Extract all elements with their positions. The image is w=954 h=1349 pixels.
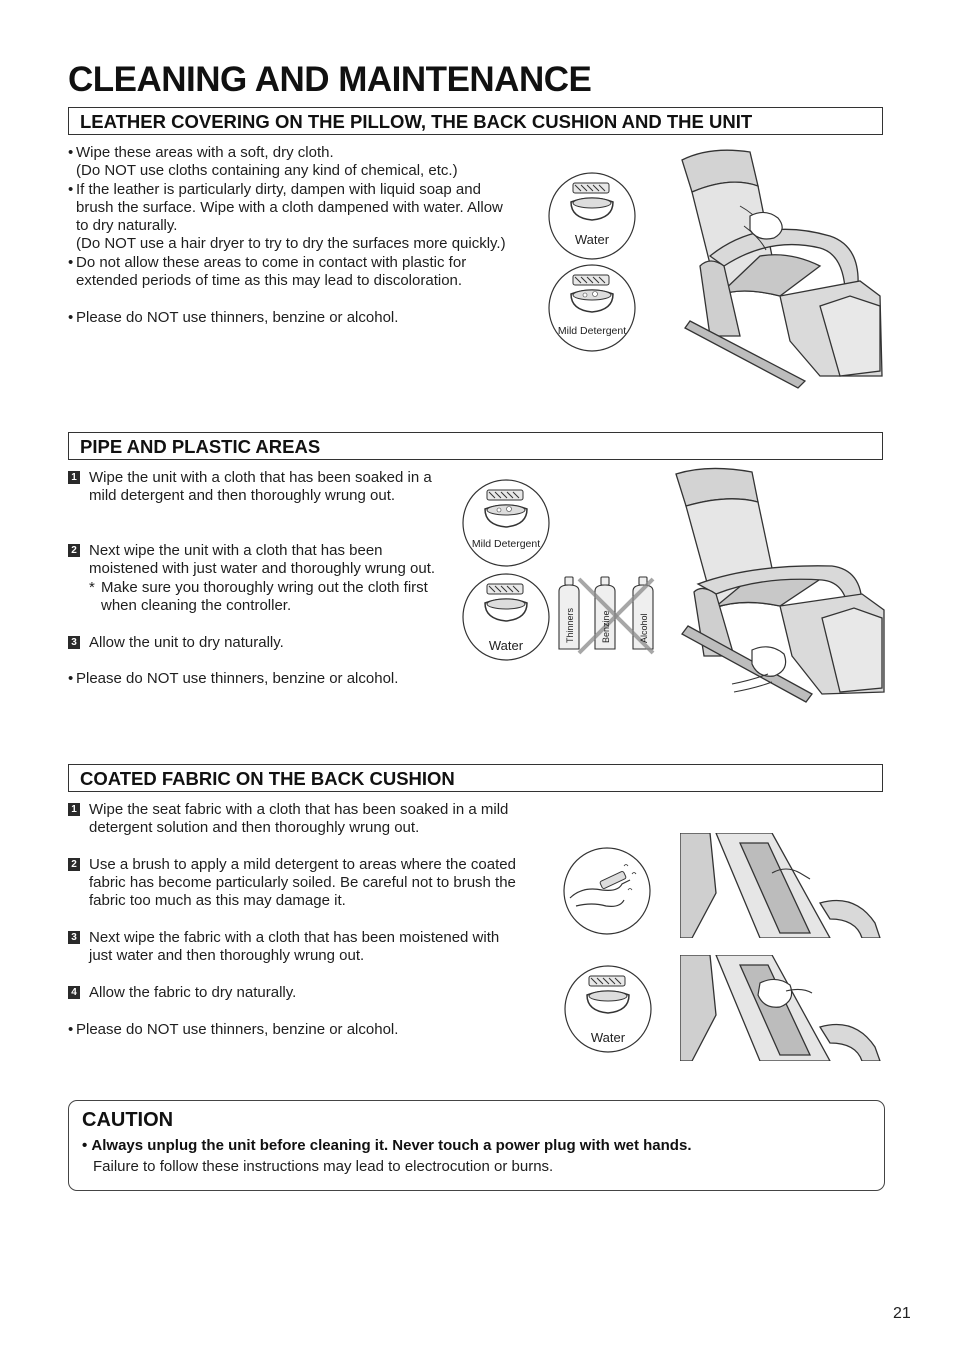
pipe-step-3-text: Allow the unit to dry naturally. bbox=[89, 633, 284, 651]
detergent-icon-label: Mild Detergent bbox=[557, 325, 627, 337]
leather-bullet-3: • Do not allow these areas to come in contact with plastic for extended periods of time as this may lead to discoloration. bbox=[68, 254, 508, 291]
caution-bullet bbox=[82, 1137, 691, 1154]
step-number: 1 bbox=[68, 803, 80, 816]
pipe-step-list bbox=[68, 469, 438, 652]
fabric-warning: • Please do NOT use thinners, benzine or alcohol. bbox=[68, 1021, 516, 1039]
back-cushion-wipe-illustration bbox=[680, 955, 882, 1061]
step-number: 4 bbox=[68, 986, 80, 999]
pipe-step-2-text: Next wipe the unit with a cloth that has been moistened with just water and thoroughly wrung out. bbox=[89, 542, 436, 578]
step-number: 3 bbox=[68, 931, 80, 944]
pipe-step-2 bbox=[68, 542, 438, 615]
section-heading-pipe: PIPE AND PLASTIC AREAS bbox=[68, 432, 883, 460]
fabric-step-2 bbox=[68, 856, 516, 911]
pipe-instructions bbox=[68, 469, 438, 689]
bottle-label-thinners: Thinners bbox=[565, 607, 575, 643]
water-basin-icon bbox=[563, 965, 653, 1055]
pipe-step-3 bbox=[68, 634, 438, 652]
step-number: 2 bbox=[68, 544, 80, 557]
leather-bullet-list bbox=[68, 144, 508, 290]
fabric-step-list bbox=[68, 801, 516, 1002]
fabric-step-3-text: Next wipe the fabric with a cloth that has been moistened with just water and then thoroughly wrung out. bbox=[89, 929, 500, 965]
section-heading-leather: LEATHER COVERING ON THE PILLOW, THE BACK CUSHION AND THE UNIT bbox=[68, 107, 883, 135]
massage-chair-pipe-illustration bbox=[672, 466, 887, 706]
pipe-warning: • Please do NOT use thinners, benzine or alcohol. bbox=[68, 670, 438, 688]
step-number: 3 bbox=[68, 636, 80, 649]
page-title: CLEANING AND MAINTENANCE bbox=[68, 60, 592, 99]
caution-title: CAUTION bbox=[82, 1109, 174, 1131]
bottle-label-alcohol: Alcohol bbox=[639, 613, 649, 643]
fabric-instructions bbox=[68, 801, 516, 1039]
pipe-note: * Make sure you thoroughly wring out the cloth first when cleaning the controller. bbox=[89, 579, 438, 616]
pipe-step-1-text: Wipe the unit with a cloth that has been soaked in a mild detergent and then thoroughly wrung out. bbox=[89, 469, 432, 505]
fabric-step-4-text: Allow the fabric to dry naturally. bbox=[89, 983, 297, 1001]
prohibited-chemicals-icon bbox=[555, 575, 663, 655]
section-heading-fabric: COATED FABRIC ON THE BACK CUSHION bbox=[68, 764, 883, 792]
detergent-icon-label: Mild Detergent bbox=[471, 538, 541, 550]
water-icon-label: Water bbox=[590, 1030, 626, 1045]
fabric-step-1 bbox=[68, 801, 516, 838]
water-icon-label: Water bbox=[488, 638, 524, 653]
leather-bullet-2: • If the leather is particularly dirty, dampen with liquid soap and brush the surface. Wipe with a cloth dampened with water. Allow to dry naturally. (Do NOT use a hair dryer to try to dry the surfaces more quickly.) bbox=[68, 181, 508, 254]
step-number: 1 bbox=[68, 471, 80, 484]
caution-bullet-mark: • bbox=[82, 1137, 92, 1154]
fabric-step-1-text: Wipe the seat fabric with a cloth that has been soaked in a mild detergent solution and then thoroughly wrung out. bbox=[89, 801, 509, 837]
caution-text: Failure to follow these instructions may lead to electrocution or burns. bbox=[93, 1158, 554, 1175]
caution-bold-text: Always unplug the unit before cleaning it. Never touch a power plug with wet hands. bbox=[91, 1137, 692, 1154]
leather-instructions bbox=[68, 144, 508, 327]
massage-chair-leather-illustration bbox=[670, 146, 885, 391]
brush-hand-icon bbox=[562, 846, 652, 936]
pipe-step-1 bbox=[68, 469, 438, 506]
detergent-basin-icon bbox=[461, 479, 551, 569]
water-basin-icon bbox=[547, 172, 637, 262]
leather-bullet-1: • Wipe these areas with a soft, dry cloth. (Do NOT use cloths containing any kind of chemical, etc.) bbox=[68, 144, 508, 181]
back-cushion-illustration bbox=[680, 833, 882, 938]
step-number: 2 bbox=[68, 858, 80, 871]
fabric-step-3 bbox=[68, 929, 516, 966]
bottle-label-benzine: Benzine bbox=[601, 610, 611, 643]
fabric-step-4 bbox=[68, 984, 516, 1002]
page-number: 21 bbox=[893, 1305, 911, 1322]
water-icon-label: Water bbox=[574, 232, 610, 247]
detergent-basin-icon bbox=[547, 264, 637, 354]
water-basin-icon bbox=[461, 573, 551, 663]
leather-warning: • Please do NOT use thinners, benzine or alcohol. bbox=[68, 309, 508, 327]
fabric-step-2-text: Use a brush to apply a mild detergent to areas where the coated fabric has become particularly soiled. Be careful not to brush the fabric too much as this may damage it. bbox=[89, 855, 516, 910]
